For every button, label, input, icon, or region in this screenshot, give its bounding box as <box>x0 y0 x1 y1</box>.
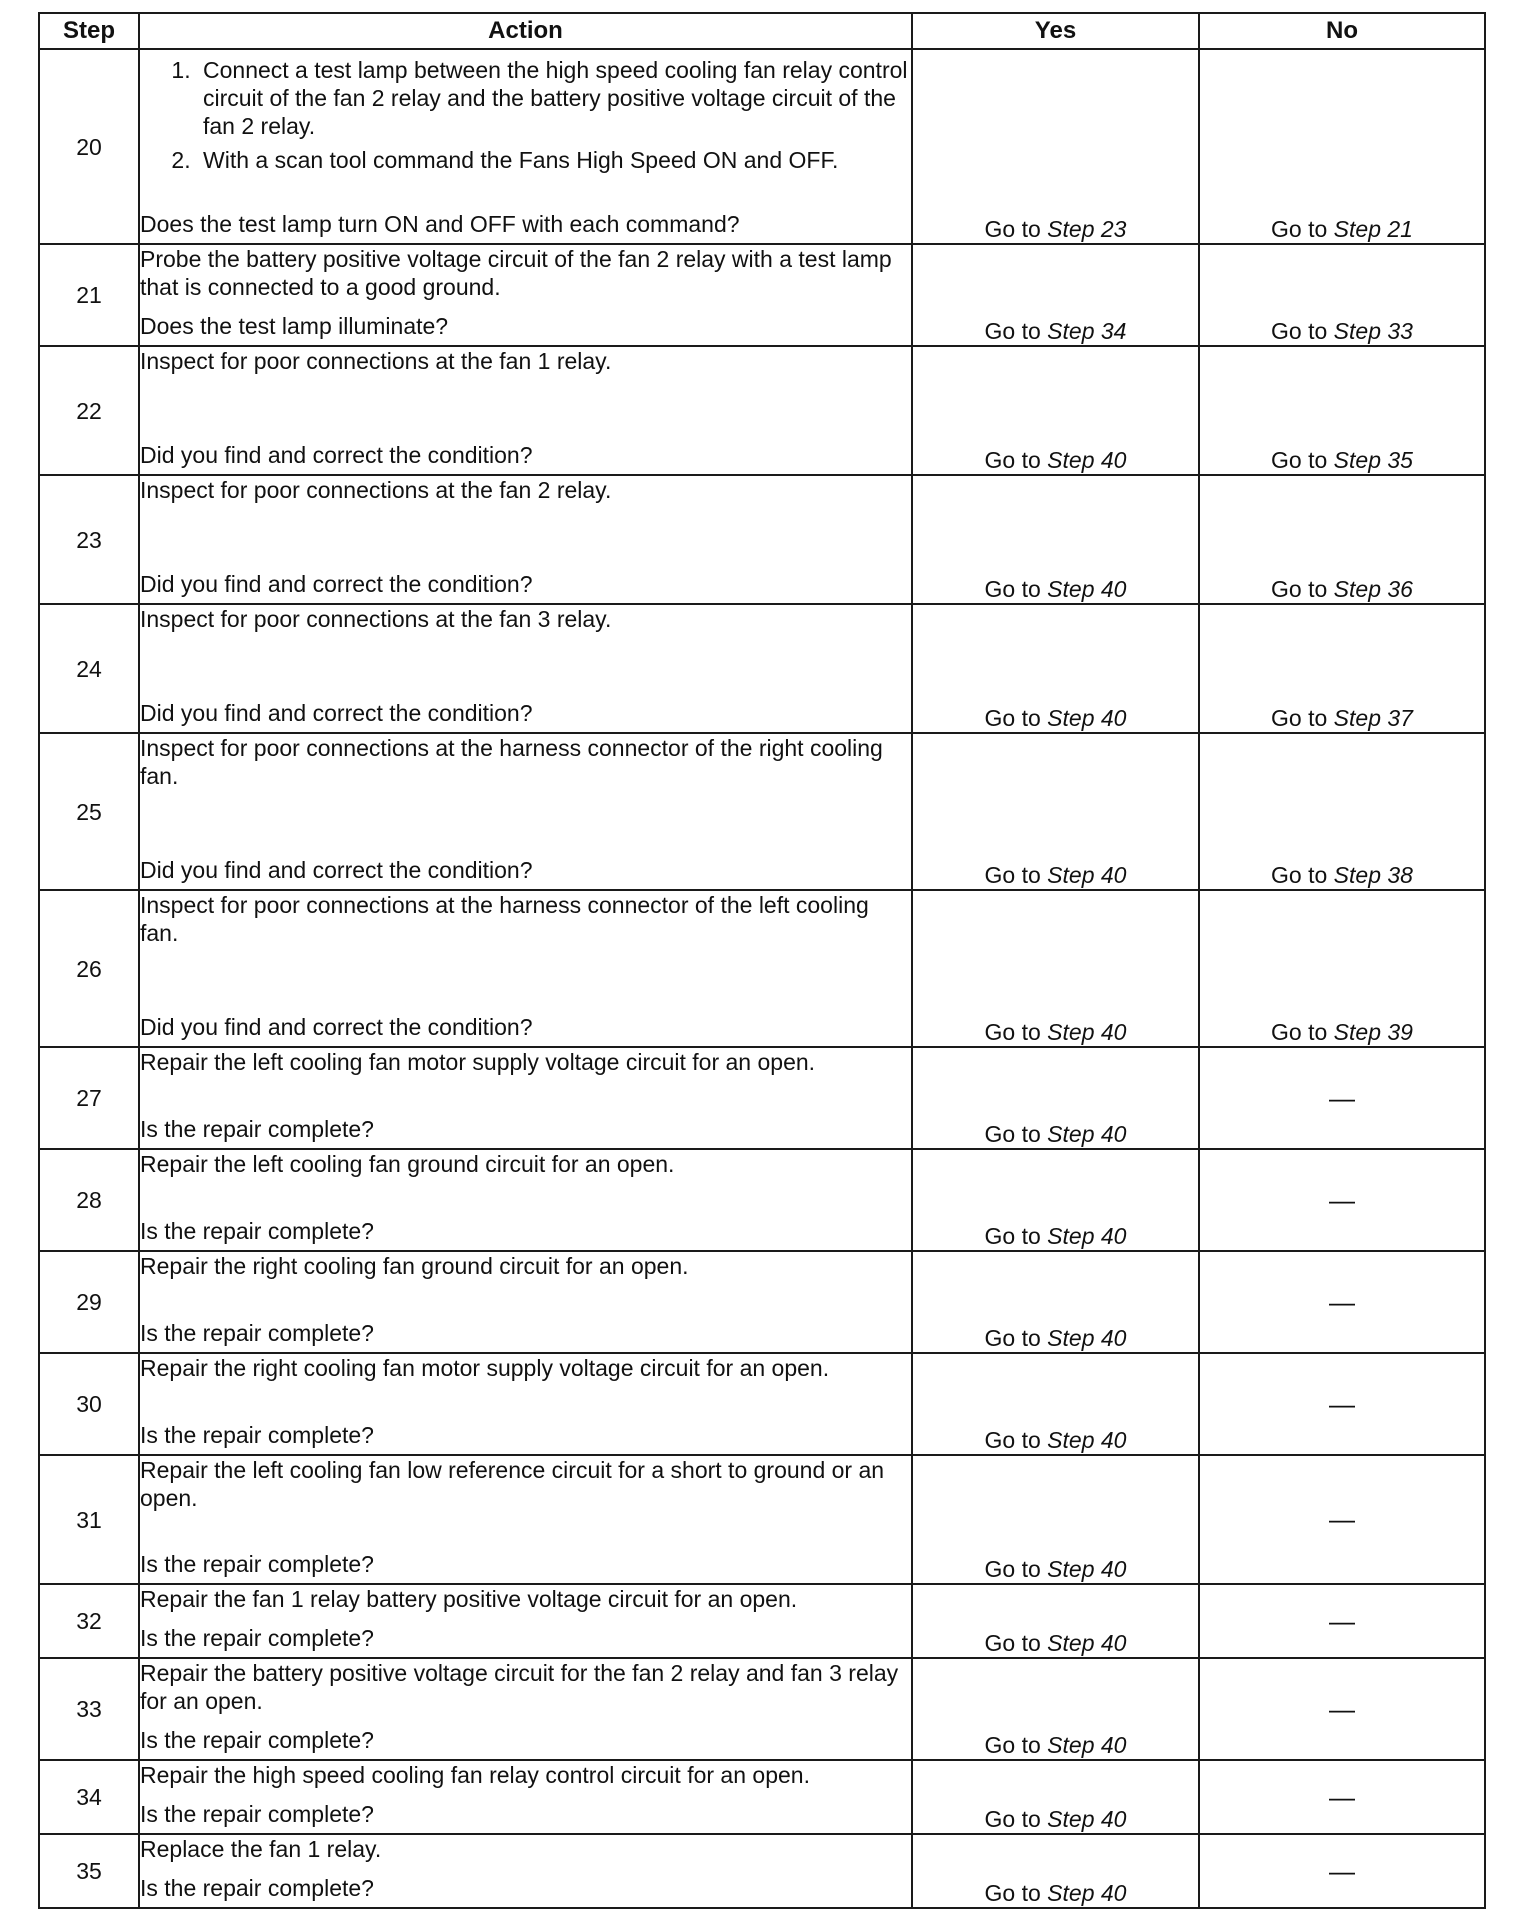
yes-step-ref: Step 40 <box>1047 447 1127 473</box>
yes-cell <box>912 1149 1199 1251</box>
instruction: Repair the left cooling fan low reference circuit for a short to ground or an open. <box>140 1457 885 1511</box>
go-to-label: Go to <box>1271 447 1328 473</box>
table-row <box>39 890 1485 1047</box>
header-action: Action <box>139 13 912 49</box>
go-to-label: Go to <box>984 216 1041 242</box>
yes-cell <box>912 1760 1199 1834</box>
table-row <box>39 1455 1485 1584</box>
question: Is the repair complete? <box>140 1218 374 1244</box>
action-cell <box>139 244 912 346</box>
yes-step-ref: Step 40 <box>1047 1806 1127 1832</box>
table-row <box>39 604 1485 733</box>
yes-step-ref: Step 34 <box>1047 318 1127 344</box>
no-dash: — <box>1329 1605 1355 1636</box>
yes-cell <box>912 1658 1199 1760</box>
action-cell <box>139 1834 912 1908</box>
no-dash: — <box>1329 1184 1355 1215</box>
instruction: 2. With a scan tool command the Fans High Speed ON and OFF. <box>197 146 911 174</box>
yes-step-ref: Step 40 <box>1047 1325 1127 1351</box>
no-cell <box>1199 1353 1485 1455</box>
no-step-ref: Step 39 <box>1333 1019 1413 1045</box>
action-cell <box>139 1658 912 1760</box>
no-cell <box>1199 733 1485 890</box>
yes-step-ref: Step 40 <box>1047 1556 1127 1582</box>
no-step-ref: Step 37 <box>1333 705 1413 731</box>
go-to-label: Go to <box>1271 318 1328 344</box>
action-cell <box>139 1455 912 1584</box>
table-row <box>39 1047 1485 1149</box>
action-cell <box>139 604 912 733</box>
go-to-label: Go to <box>984 1427 1041 1453</box>
question: Is the repair complete? <box>140 1422 374 1448</box>
no-dash: — <box>1329 1693 1355 1724</box>
instruction: Inspect for poor connections at the harness connector of the left cooling fan. <box>140 892 869 946</box>
yes-cell <box>912 1584 1199 1658</box>
action-cell <box>139 49 912 244</box>
table-row <box>39 733 1485 890</box>
instruction: Inspect for poor connections at the fan 1 relay. <box>140 348 612 374</box>
instruction: Repair the battery positive voltage circuit for the fan 2 relay and fan 3 relay for an open. <box>140 1660 899 1714</box>
no-dash: — <box>1329 1855 1355 1886</box>
instruction: Repair the high speed cooling fan relay control circuit for an open. <box>140 1762 810 1788</box>
go-to-label: Go to <box>984 318 1041 344</box>
yes-cell <box>912 49 1199 244</box>
instruction: 1. Connect a test lamp between the high speed cooling fan relay control circuit of the fan 2 relay and the battery positive voltage circuit of the fan 2 relay. <box>197 56 911 140</box>
no-step-ref: Step 35 <box>1333 447 1413 473</box>
question: Did you find and correct the condition? <box>140 1014 533 1040</box>
question: Is the repair complete? <box>140 1116 374 1142</box>
action-cell <box>139 1047 912 1149</box>
instruction: Inspect for poor connections at the fan 2 relay. <box>140 477 612 503</box>
yes-step-ref: Step 40 <box>1047 1880 1127 1906</box>
go-to-label: Go to <box>984 1630 1041 1656</box>
yes-cell <box>912 1251 1199 1353</box>
yes-step-ref: Step 40 <box>1047 862 1127 888</box>
no-dash: — <box>1329 1388 1355 1419</box>
step-number: 33 <box>39 1658 139 1760</box>
no-cell <box>1199 1658 1485 1760</box>
yes-cell <box>912 346 1199 475</box>
action-cell <box>139 890 912 1047</box>
go-to-label: Go to <box>984 862 1041 888</box>
no-cell <box>1199 1455 1485 1584</box>
go-to-label: Go to <box>984 576 1041 602</box>
no-step-ref: Step 21 <box>1333 216 1413 242</box>
instruction: Repair the right cooling fan ground circuit for an open. <box>140 1253 689 1279</box>
action-cell <box>139 1149 912 1251</box>
go-to-label: Go to <box>984 1325 1041 1351</box>
yes-cell <box>912 733 1199 890</box>
header-step: Step <box>39 13 139 49</box>
question: Is the repair complete? <box>140 1875 374 1901</box>
question: Did you find and correct the condition? <box>140 857 533 883</box>
step-number: 21 <box>39 244 139 346</box>
yes-step-ref: Step 40 <box>1047 1121 1127 1147</box>
yes-cell <box>912 1353 1199 1455</box>
action-cell <box>139 1251 912 1353</box>
question: Did you find and correct the condition? <box>140 700 533 726</box>
table-row <box>39 1760 1485 1834</box>
no-dash: — <box>1329 1504 1355 1534</box>
step-number: 20 <box>39 49 139 244</box>
question: Is the repair complete? <box>140 1727 374 1753</box>
yes-cell <box>912 475 1199 604</box>
action-cell <box>139 1353 912 1455</box>
go-to-label: Go to <box>1271 705 1328 731</box>
table-row <box>39 1834 1485 1908</box>
go-to-label: Go to <box>1271 576 1328 602</box>
action-cell <box>139 346 912 475</box>
header-yes: Yes <box>912 13 1199 49</box>
yes-step-ref: Step 40 <box>1047 1223 1127 1249</box>
step-number: 31 <box>39 1455 139 1584</box>
action-cell <box>139 733 912 890</box>
step-number: 32 <box>39 1584 139 1658</box>
instruction: Probe the battery positive voltage circuit of the fan 2 relay with a test lamp that is connected to a good ground. <box>140 246 892 300</box>
instruction: Inspect for poor connections at the harness connector of the right cooling fan. <box>140 735 883 789</box>
instruction: Repair the left cooling fan ground circuit for an open. <box>140 1151 675 1177</box>
yes-step-ref: Step 40 <box>1047 1732 1127 1758</box>
step-number: 35 <box>39 1834 139 1908</box>
table-row <box>39 475 1485 604</box>
question: Does the test lamp turn ON and OFF with each command? <box>140 211 740 237</box>
instruction: Inspect for poor connections at the fan 3 relay. <box>140 606 612 632</box>
question: Did you find and correct the condition? <box>140 442 533 468</box>
no-cell <box>1199 1760 1485 1834</box>
yes-cell <box>912 1047 1199 1149</box>
table-row <box>39 244 1485 346</box>
step-number: 30 <box>39 1353 139 1455</box>
instruction-list <box>140 56 911 180</box>
step-number: 23 <box>39 475 139 604</box>
step-number: 34 <box>39 1760 139 1834</box>
yes-cell <box>912 604 1199 733</box>
go-to-label: Go to <box>984 447 1041 473</box>
table-row <box>39 346 1485 475</box>
instruction: Repair the right cooling fan motor supply voltage circuit for an open. <box>140 1355 830 1381</box>
go-to-label: Go to <box>984 1223 1041 1249</box>
action-cell <box>139 1584 912 1658</box>
yes-step-ref: Step 23 <box>1047 216 1127 242</box>
action-cell <box>139 1760 912 1834</box>
go-to-label: Go to <box>984 1556 1041 1582</box>
no-cell <box>1199 1584 1485 1658</box>
header-no: No <box>1199 13 1485 49</box>
table-row <box>39 1251 1485 1353</box>
go-to-label: Go to <box>984 705 1041 731</box>
go-to-label: Go to <box>1271 862 1328 888</box>
step-number: 26 <box>39 890 139 1047</box>
go-to-label: Go to <box>984 1806 1041 1832</box>
step-number: 28 <box>39 1149 139 1251</box>
question: Does the test lamp illuminate? <box>140 313 449 339</box>
step-number: 25 <box>39 733 139 890</box>
table-row <box>39 1353 1485 1455</box>
yes-cell <box>912 244 1199 346</box>
yes-step-ref: Step 40 <box>1047 1630 1127 1656</box>
instruction: Replace the fan 1 relay. <box>140 1836 382 1862</box>
header-row <box>39 13 1485 49</box>
no-dash: — <box>1329 1082 1355 1113</box>
yes-cell <box>912 1834 1199 1908</box>
no-dash: — <box>1329 1286 1355 1317</box>
question: Did you find and correct the condition? <box>140 571 533 597</box>
no-step-ref: Step 33 <box>1333 318 1413 344</box>
no-cell <box>1199 244 1485 346</box>
table-row <box>39 1149 1485 1251</box>
no-cell <box>1199 1251 1485 1353</box>
go-to-label: Go to <box>984 1121 1041 1147</box>
no-cell <box>1199 1047 1485 1149</box>
no-cell <box>1199 346 1485 475</box>
no-cell <box>1199 604 1485 733</box>
go-to-label: Go to <box>1271 216 1328 242</box>
go-to-label: Go to <box>1271 1019 1328 1045</box>
go-to-label: Go to <box>984 1732 1041 1758</box>
no-cell <box>1199 1149 1485 1251</box>
step-number: 27 <box>39 1047 139 1149</box>
yes-step-ref: Step 40 <box>1047 576 1127 602</box>
no-step-ref: Step 36 <box>1333 576 1413 602</box>
no-cell <box>1199 1834 1485 1908</box>
no-cell <box>1199 475 1485 604</box>
no-cell <box>1199 49 1485 244</box>
table-row <box>39 1658 1485 1760</box>
question: Is the repair complete? <box>140 1625 374 1651</box>
no-dash: — <box>1329 1781 1355 1812</box>
yes-cell <box>912 890 1199 1047</box>
step-number: 22 <box>39 346 139 475</box>
instruction: Repair the fan 1 relay battery positive voltage circuit for an open. <box>140 1586 798 1612</box>
question: Is the repair complete? <box>140 1801 374 1827</box>
no-step-ref: Step 38 <box>1333 862 1413 888</box>
step-number: 24 <box>39 604 139 733</box>
go-to-label: Go to <box>984 1019 1041 1045</box>
diagnostic-steps-table <box>38 12 1486 1909</box>
action-cell <box>139 475 912 604</box>
yes-step-ref: Step 40 <box>1047 1427 1127 1453</box>
instruction: Repair the left cooling fan motor supply voltage circuit for an open. <box>140 1049 816 1075</box>
go-to-label: Go to <box>984 1880 1041 1906</box>
no-cell <box>1199 890 1485 1047</box>
yes-step-ref: Step 40 <box>1047 1019 1127 1045</box>
table-row <box>39 1584 1485 1658</box>
step-number: 29 <box>39 1251 139 1353</box>
yes-step-ref: Step 40 <box>1047 705 1127 731</box>
question: Is the repair complete? <box>140 1551 374 1577</box>
question: Is the repair complete? <box>140 1320 374 1346</box>
table-row <box>39 49 1485 244</box>
yes-cell <box>912 1455 1199 1584</box>
